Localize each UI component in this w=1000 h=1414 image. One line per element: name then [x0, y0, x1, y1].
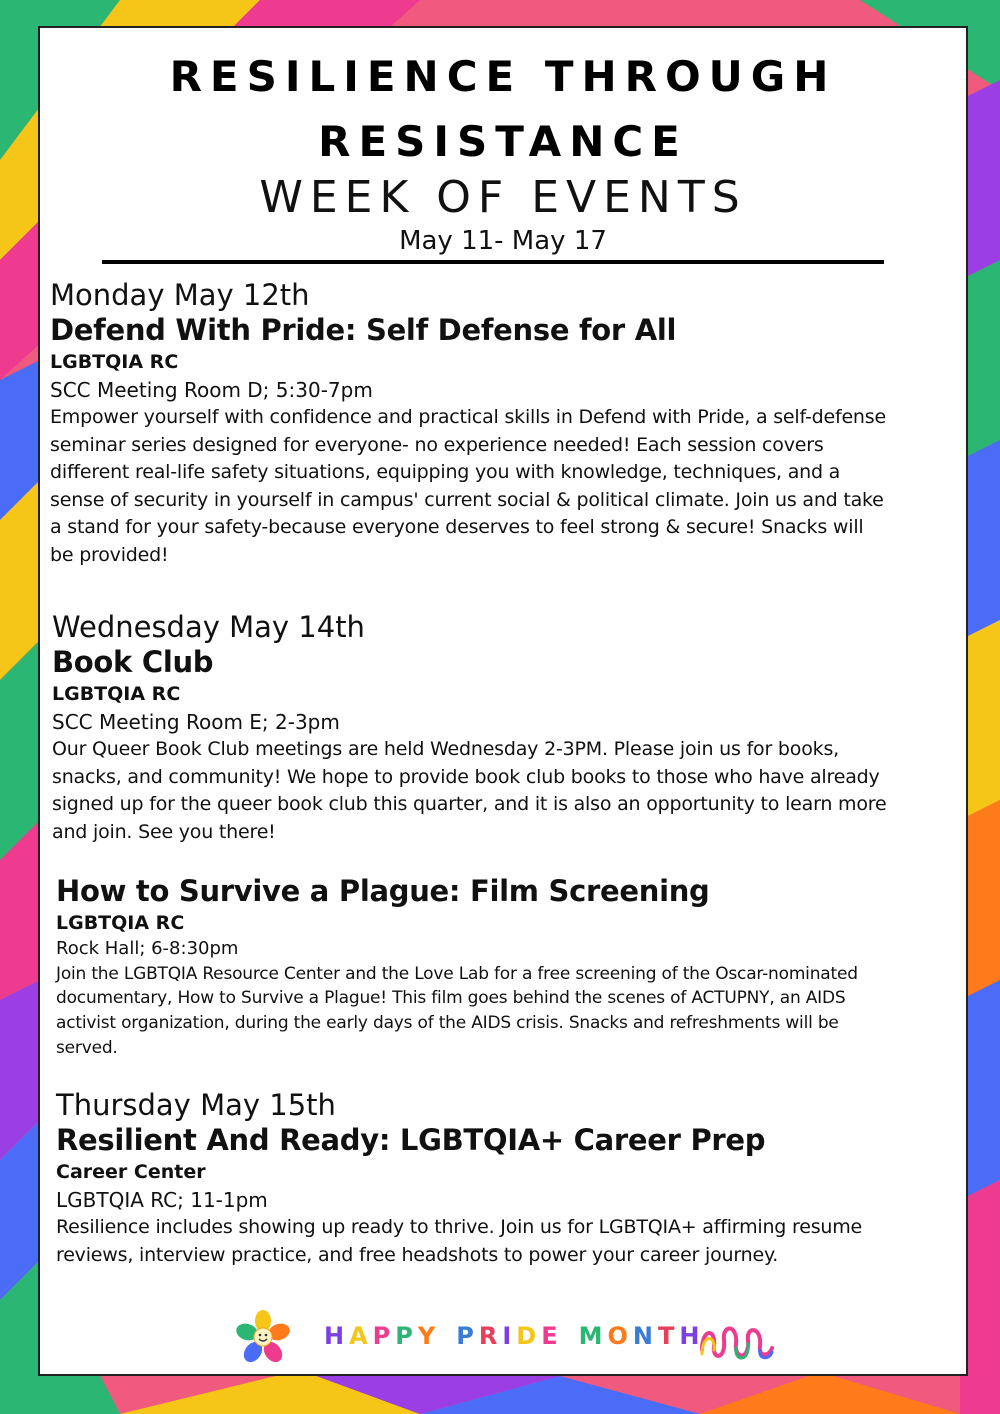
slogan-word: PRIDE	[456, 1322, 563, 1350]
event-title: Book Club	[52, 644, 214, 679]
event-title: Defend With Pride: Self Defense for All	[50, 312, 677, 347]
event-organizer: LGBTQIA RC	[56, 911, 185, 934]
event-description: Resilience includes showing up ready to thrive. Join us for LGBTQIA+ affirming resume reviews, interview practice, and free headshots to power your career journey.	[56, 1216, 863, 1266]
event-description: Empower yourself with confidence and practical skills in Defend with Pride, a self-defense seminar series designed for everyone- no experience needed! Each session covers different real-life safety situations, equipping you with knowledge, techniques, and a sense of security in yourself in campus' current social & political climate. Join us and take a stand for your safety-because everyone deserves to feel strong & secure! Snacks will be provided!	[50, 406, 886, 566]
event-film-screening	[56, 874, 896, 1060]
slogan-word: HAPPY	[324, 1322, 441, 1350]
event-day: Monday May 12th	[50, 278, 310, 312]
event-title: How to Survive a Plague: Film Screening	[56, 874, 710, 908]
smiling-flower-icon	[236, 1310, 290, 1364]
event-thursday	[56, 1088, 896, 1269]
event-location: Rock Hall; 6-8:30pm	[56, 938, 239, 960]
event-location: SCC Meeting Room D; 5:30-7pm	[50, 378, 373, 403]
event-location: LGBTQIA RC; 11-1pm	[56, 1188, 268, 1213]
title-line-2: RESISTANCE	[318, 117, 688, 167]
title-line-1: RESILIENCE THROUGH	[169, 52, 837, 101]
rainbow-squiggle-icon	[696, 1320, 776, 1364]
page-title	[40, 44, 966, 174]
event-day: Thursday May 15th	[56, 1088, 336, 1122]
date-range: May 11- May 17	[399, 225, 607, 256]
event-organizer: LGBTQIA RC	[52, 682, 181, 705]
event-location: SCC Meeting Room E; 2-3pm	[52, 710, 340, 735]
event-description: Join the LGBTQIA Resource Center and the Love Lab for a free screening of the Oscar-nominated documentary, How to Survive a Plague! This film goes behind the scenes of ACTUPNY, an AIDS activist organization, during the early days of the AIDS crisis. Snacks and refreshments will be served.	[56, 963, 858, 1058]
header-divider	[102, 260, 884, 264]
event-monday	[50, 278, 890, 569]
event-title: Resilient And Ready: LGBTQIA+ Career Prep	[56, 1122, 766, 1157]
events-card	[38, 26, 968, 1376]
footer	[40, 1310, 966, 1370]
header	[40, 28, 966, 256]
event-organizer: Career Center	[56, 1160, 206, 1183]
slogan-word: MONTH	[578, 1322, 705, 1350]
page-subtitle: WEEK OF EVENTS	[259, 172, 747, 224]
event-organizer: LGBTQIA RC	[50, 350, 179, 373]
event-wednesday	[52, 610, 892, 846]
pride-slogan	[324, 1322, 704, 1350]
event-description: Our Queer Book Club meetings are held Wednesday 2-3PM. Please join us for books, snacks, and community! We hope to provide book club books to those who have already signed up for the queer book club this quarter, and it is also an opportunity to learn more and join. See you there!	[52, 738, 887, 843]
event-day: Wednesday May 14th	[52, 610, 365, 644]
